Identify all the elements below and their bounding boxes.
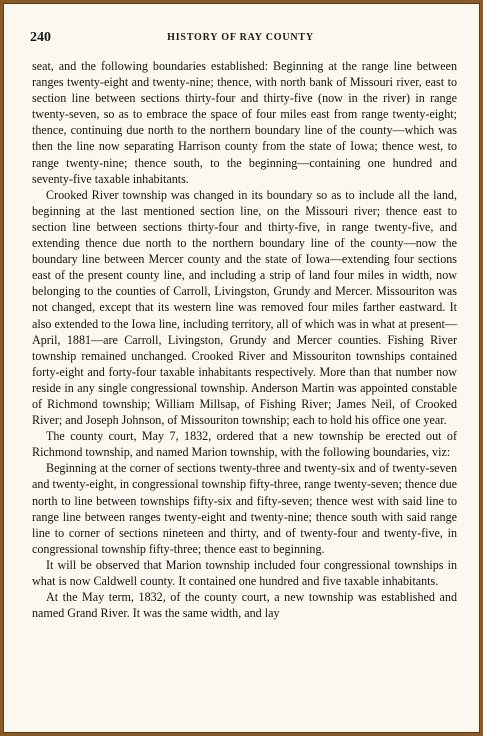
- page-number: 240: [30, 30, 51, 45]
- paragraph-1: seat, and the following boundaries established: Beginning at the range line between ranges twenty-eight and twenty-nine; thence, with north bank of Missouri river, east to section line between sections thirty-four and thirty-five (now in the river) in range twenty-seven, so as to embrace the space of four miles east from range twenty-eight; thence, continuing due north to the northern boundary line of the county—which was then the line now separating Harrison county from the state of Iowa; thence west, to range twenty-nine; thence south, to the beginning—containing one hundred and seventy-five taxable inhabitants.: [32, 59, 457, 186]
- book-page: [3, 3, 480, 733]
- paragraph-2: Crooked River township was changed in its boundary so as to include all the land, beginning at the last mentioned section line, on the Missouri river; thence east to section line between sections thirty-four and thirty-five, in range twenty-five, and extending thence due north to the northern boundary line of the county—now the boundary line between Mercer county and the state of Iowa—extending four sections east of the present county line, and including a strip of land four miles in width, now belonging to the counties of Carroll, Livingston, Grundy and Mercer. Missouriton was not changed, except that its western line was removed four miles farther eastward. It also extended to the Iowa line, including territory, all of which was in what at present—April, 1881—are Carroll, Livingston, Grundy and Mercer counties. Fishing River township remained unchanged. Crooked River and Missouriton townships contained forty-eight and forty-four taxable inhabitants respectively. More than that number now reside in any single congressional township. Anderson Martin was appointed constable of Richmond township; William Millsap, of Fishing River; James Neil, of Crooked River; and Joseph Johnson, of Missouriton township; each to hold his office one year.: [32, 187, 457, 428]
- quoted-boundaries: Beginning at the corner of sections twenty-three and twenty-six and of twenty-seven and twenty-eight, in congressional township fifty-three, range twenty-seven; thence due north to line between townships fifty-six and fifty-seven; thence west with said line to range line between ranges twenty-eight and twenty-nine; thence south with said range line to corner of sections nineteen and thirty, and of twenty-four and twenty-five, in congressional township fifty-three; thence east to beginning.: [32, 461, 457, 556]
- paragraph-5: It will be observed that Marion township included four congressional townships in what is now Caldwell county. It contained one hundred and five taxable inhabitants.: [32, 557, 457, 588]
- paragraph-6: At the May term, 1832, of the county court, a new township was established and named Grand River. It was the same width, and lay: [32, 590, 457, 621]
- page-body: [32, 58, 457, 621]
- running-head: HISTORY OF RAY COUNTY: [167, 32, 314, 43]
- paragraph-3: The county court, May 7, 1832, ordered that a new township be erected out of Richmond township, and named Marion township, with the following boundaries, viz:: [32, 429, 457, 460]
- page-header: [30, 30, 451, 46]
